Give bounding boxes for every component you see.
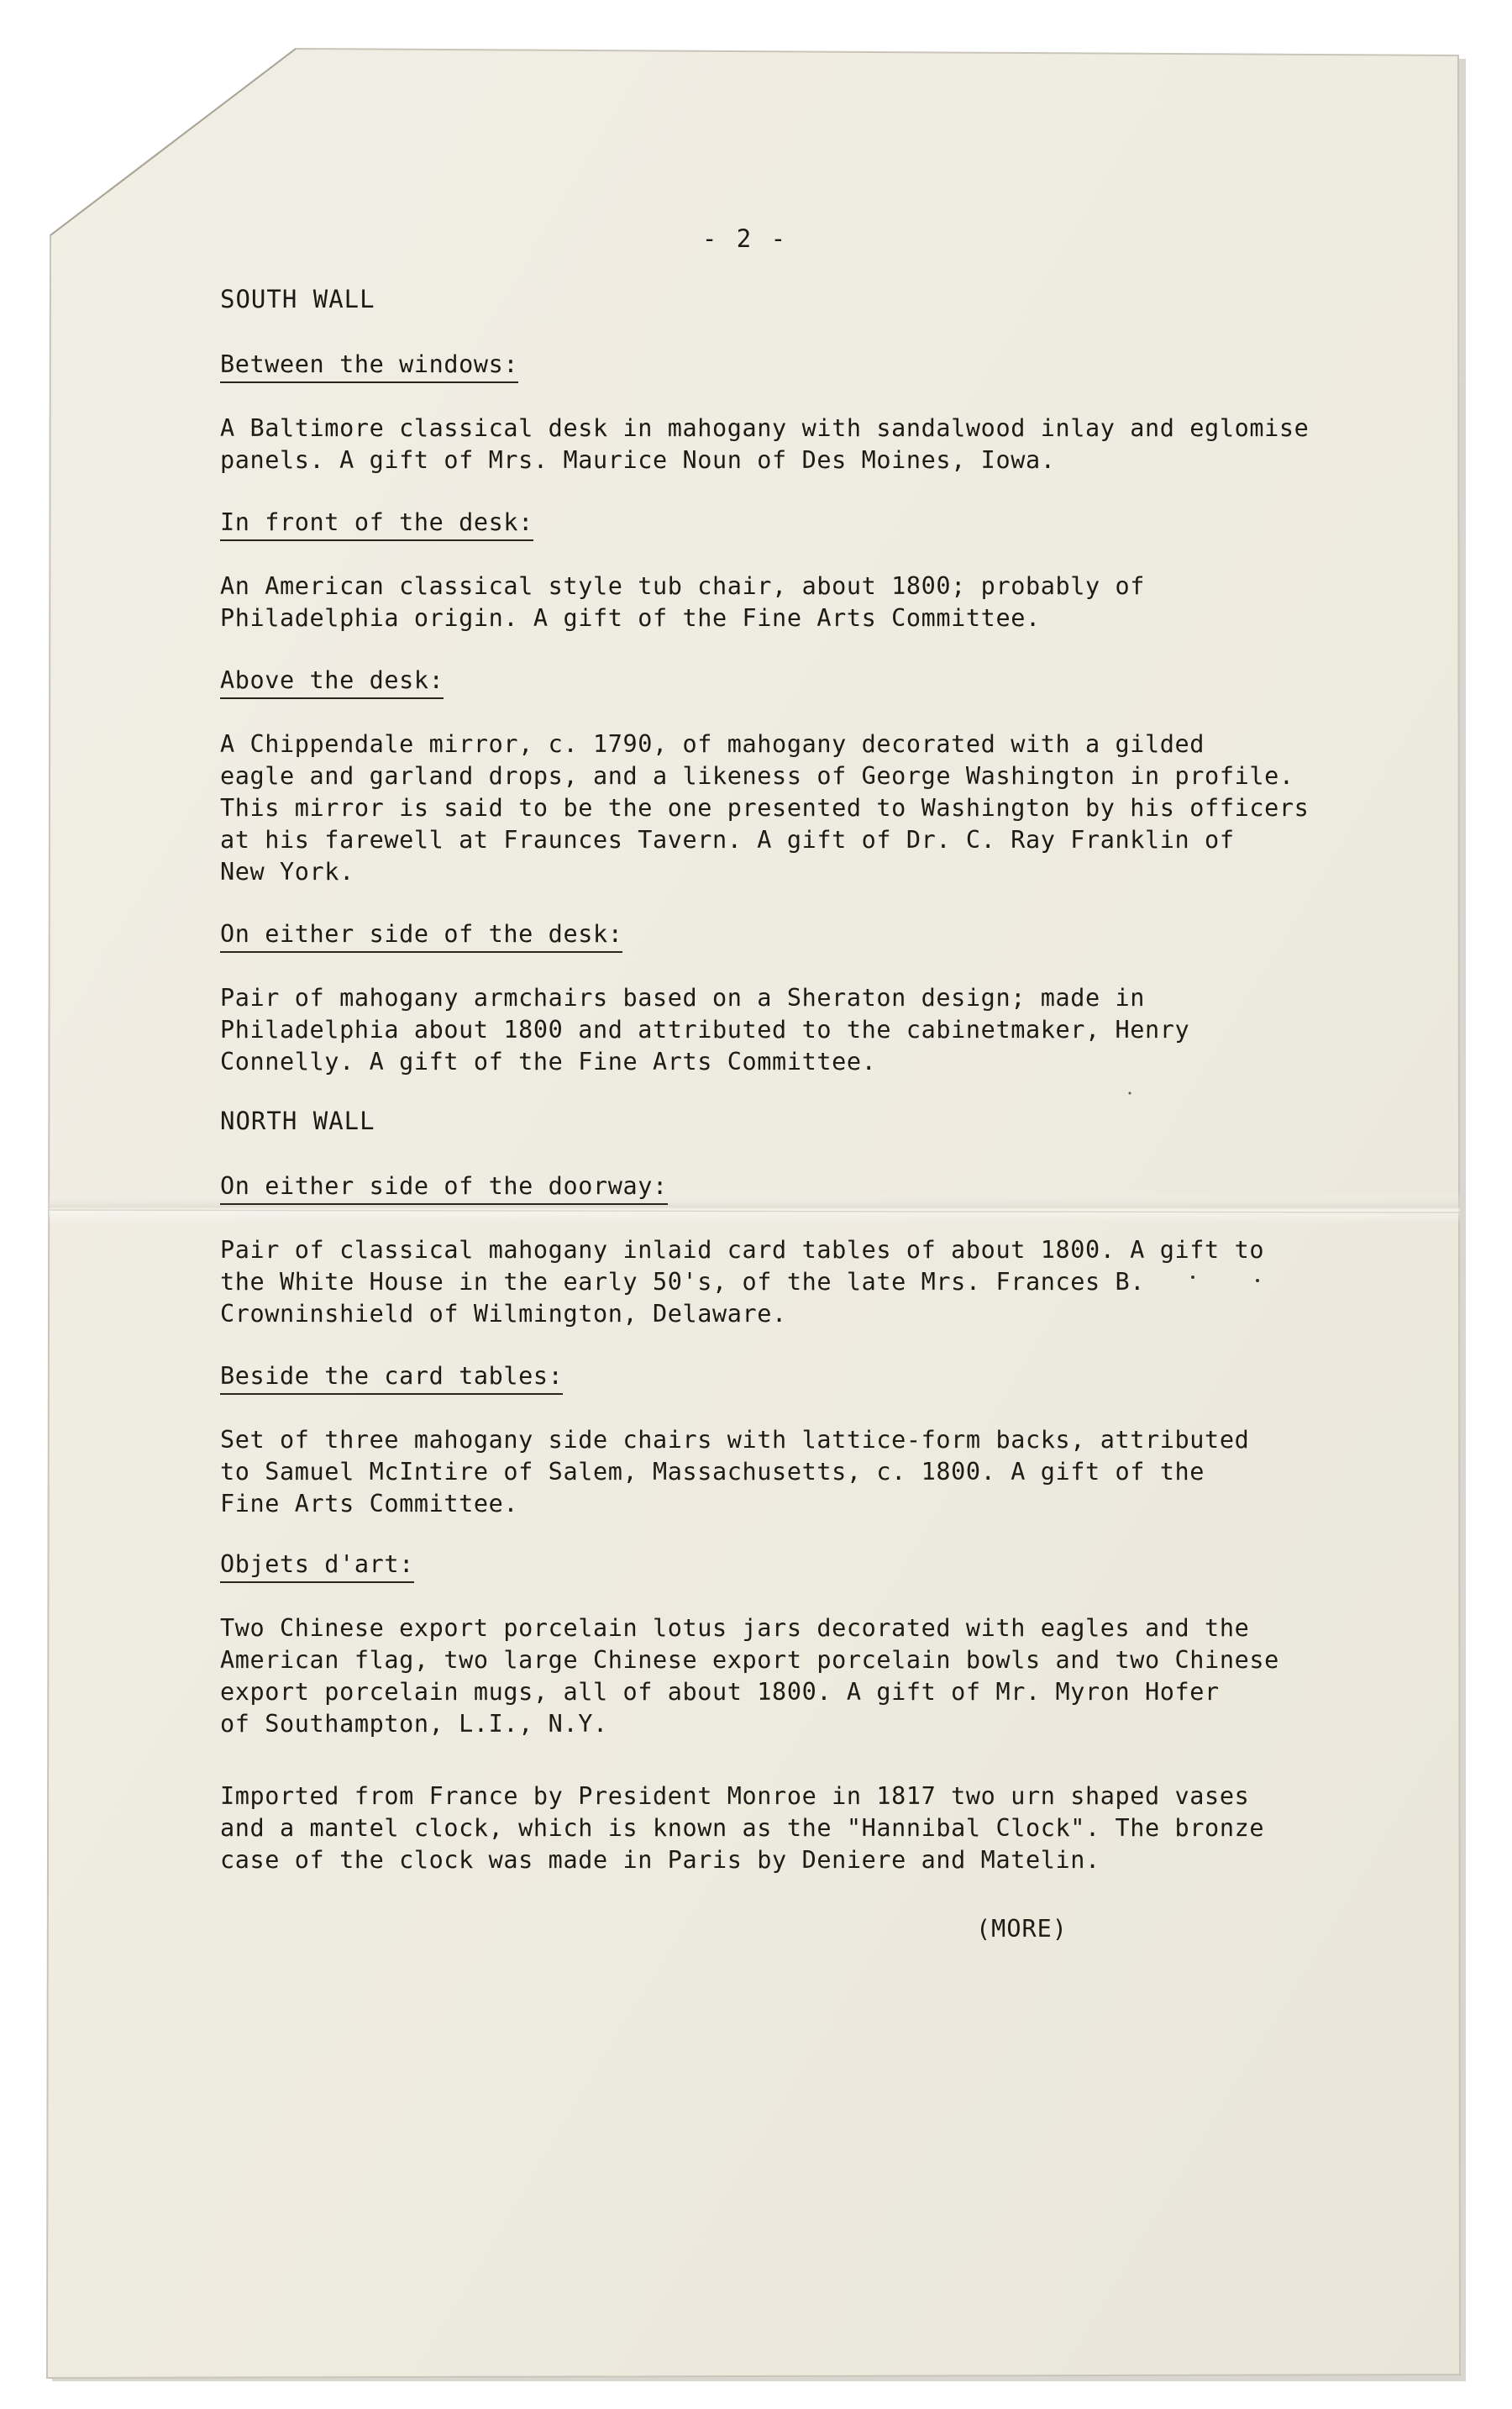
- more-marker: (MORE): [976, 1915, 1068, 1943]
- paragraph-objets-dart: Two Chinese export porcelain lotus jars decorated with eagles and the American flag, two large Chinese export porcelain bowls and two Chinese export porcelain mugs, all of about 1800. A gift of Mr. Myron Hofer of Southampton, L.I., N.Y.: [220, 1614, 1279, 1738]
- paragraph-either-side-desk: Pair of mahogany armchairs based on a Sheraton design; made in Philadelphia about 1800 and attributed to the cabinetmaker, Henry Connelly. A gift of the Fine Arts Committee.: [220, 984, 1190, 1076]
- section-heading-south-wall: SOUTH WALL: [220, 285, 375, 313]
- paragraph-beside-card-tables: Set of three mahogany side chairs with lattice-form backs, attributed to Samuel McIntire of Salem, Massachusetts, c. 1800. A gift of the Fine Arts Committee.: [220, 1426, 1250, 1517]
- subheading-beside-card-tables: Beside the card tables:: [220, 1362, 563, 1395]
- section-heading-north-wall: NORTH WALL: [220, 1107, 375, 1135]
- paragraph-between-windows: A Baltimore classical desk in mahogany with sandalwood inlay and eglomise panels. A gift of Mrs. Maurice Noun of Des Moines, Iowa.: [220, 414, 1310, 474]
- paragraph-front-of-desk: An American classical style tub chair, about 1800; probably of Philadelphia origin. A gift of the Fine Arts Committee.: [220, 572, 1146, 632]
- page-number: - 2 -: [701, 224, 789, 253]
- stray-mark: [1129, 1092, 1131, 1095]
- subheading-either-side-doorway: On either side of the doorway:: [220, 1172, 668, 1205]
- paragraph-either-side-doorway: Pair of classical mahogany inlaid card tables of about 1800. A gift to the White House in the early 50's, of the late Mrs. Frances B. Crowninshield of Wilmington, Delaware.: [220, 1236, 1265, 1328]
- subheading-objets-dart: Objets d'art:: [220, 1550, 414, 1583]
- subheading-above-desk: Above the desk:: [220, 666, 444, 699]
- subheading-between-windows: Between the windows:: [220, 350, 518, 383]
- subheading-front-of-desk: In front of the desk:: [220, 508, 533, 541]
- paragraph-above-desk: A Chippendale mirror, c. 1790, of mahogany decorated with a gilded eagle and garland drops, and a likeness of George Washington in profile. This mirror is said to be the one presented to Washington by his officers at his farewell at Fraunces Tavern. A gift of Dr. C. Ray Franklin of New York.: [220, 730, 1310, 886]
- subheading-either-side-desk: On either side of the desk:: [220, 920, 622, 953]
- paragraph-imported-from-france: Imported from France by President Monroe in 1817 two urn shaped vases and a mantel clock, which is known as the "Hannibal Clock". The bronze case of the clock was made in Paris by Deniere and Matelin.: [220, 1782, 1265, 1874]
